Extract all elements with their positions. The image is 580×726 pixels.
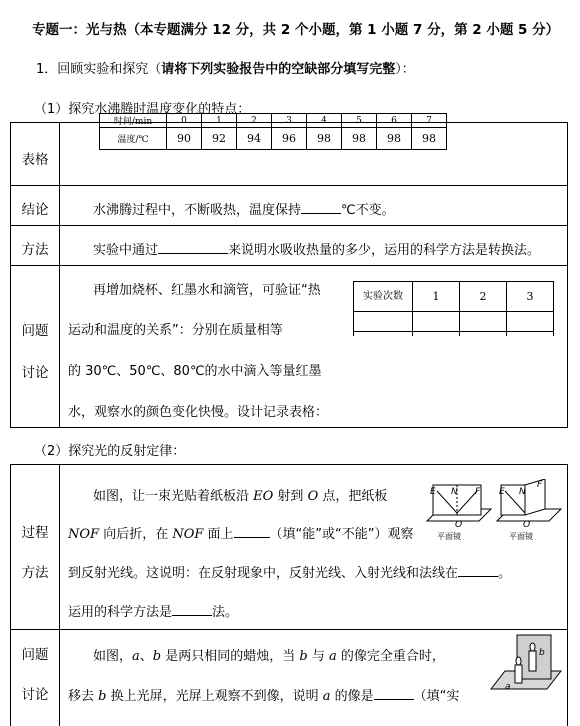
dl2d: （填“实 [413, 689, 460, 704]
discuss-line-4: 水，观察水的颜色变化快慢。设计记录表格： [68, 405, 329, 420]
time-cell: 6 [377, 114, 412, 128]
part1-heading: （1）探究水沸腾时温度变化的特点： [34, 102, 251, 117]
time-cell: 7 [412, 114, 447, 128]
record-cell[interactable] [354, 312, 413, 332]
temp-cell: 98 [342, 128, 377, 150]
discuss2-line-2 [68, 685, 459, 704]
fig2-label-f: F [537, 480, 543, 490]
temp-cell: 98 [412, 128, 447, 150]
fig2-label-n: N [519, 487, 526, 497]
dl2c: 的像是 [330, 689, 374, 704]
boiling-data-table [99, 113, 447, 150]
discuss-line-2: 运动和温度的关系”：分别在质量相等 [68, 323, 283, 338]
record-cell[interactable] [354, 332, 413, 336]
record-cell[interactable] [460, 312, 507, 332]
row-label-process-1: 过程 [21, 525, 49, 541]
time-cell: 2 [237, 114, 272, 128]
dl2b: 换上光屏，光屏上观察不到像，说明 [106, 689, 323, 704]
pl1b: 射到 [273, 489, 308, 504]
record-cell[interactable] [413, 332, 460, 336]
temp-cell: 90 [167, 128, 202, 150]
fig2-label-e: E [499, 487, 505, 497]
var-a-2: a [328, 649, 337, 664]
temp-header: 温度/℃ [100, 128, 167, 150]
row-label-process-2: 方法 [21, 565, 49, 581]
reflection-figure [425, 479, 565, 549]
time-cell: 4 [307, 114, 342, 128]
fig2-label-mirror: 平面镜 [509, 532, 533, 541]
blank-method-name[interactable] [172, 615, 212, 616]
part1-table [10, 115, 568, 428]
pl3a: 到反射光线。这说明：在反射现象中，反射光线、入射光线和法线在 [68, 566, 459, 581]
record-header: 实验次数 [354, 282, 413, 312]
pl3b: 。 [498, 566, 512, 581]
row-label-table: 表格 [21, 152, 49, 168]
var-a: a [132, 649, 140, 664]
record-cell[interactable] [460, 332, 507, 336]
blank-temperature[interactable] [301, 213, 341, 214]
intro-text: 1．回顾实验和探究（ [36, 62, 162, 77]
method-b: 来说明水吸收热量的多少，运用的科学方法是转换法。 [228, 243, 541, 258]
record-col: 2 [460, 282, 507, 312]
blank-image-type[interactable] [374, 699, 414, 700]
pl2b: 面上 [203, 527, 234, 542]
candle-figure [487, 631, 563, 693]
temp-cell: 96 [272, 128, 307, 150]
candle-label-b: b [539, 648, 545, 658]
row-label-method: 方法 [21, 242, 49, 258]
question-intro [36, 58, 415, 77]
record-col: 1 [413, 282, 460, 312]
page-title [32, 18, 559, 38]
time-cell: 5 [342, 114, 377, 128]
dl1c: 与 [307, 649, 329, 664]
record-cell[interactable] [413, 312, 460, 332]
blank-method[interactable] [158, 253, 228, 254]
blank-plane[interactable] [458, 576, 498, 577]
dl1d: 的像完全重合时， [336, 649, 445, 664]
row-label-discuss-1: 问题 [21, 323, 49, 339]
intro-bold: 请将下列实验报告中的空缺部分填写完整 [161, 62, 396, 77]
pl4b: 法。 [212, 605, 239, 620]
var-b-2: b [299, 649, 308, 664]
fig-label-o: O [455, 520, 463, 530]
process-line-1 [93, 485, 387, 504]
var-nof: NOF [68, 527, 100, 542]
pl1a: 如图，让一束光贴着纸板沿 [93, 489, 254, 504]
record-cell[interactable] [507, 332, 554, 336]
row-label-discuss-2: 讨论 [21, 687, 49, 703]
time-cell: 3 [272, 114, 307, 128]
row-label-discuss-2: 讨论 [21, 365, 49, 381]
time-header: 时间/min [100, 114, 167, 128]
record-col: 3 [507, 282, 554, 312]
record-cell[interactable] [507, 312, 554, 332]
discuss2-line-1 [93, 645, 445, 664]
var-nof-2: NOF [172, 527, 204, 542]
conclusion-b: ℃不变。 [341, 203, 395, 218]
intro-end: ）： [395, 62, 415, 77]
pl2a: 向后折，在 [99, 527, 173, 542]
method-text [93, 239, 540, 258]
var-eo: EO [253, 489, 274, 504]
dl1a: 如图， [93, 649, 133, 664]
fig-label-e: E [430, 487, 436, 497]
row-label-conclusion: 结论 [21, 202, 49, 218]
temp-cell: 98 [307, 128, 342, 150]
discuss-line-1: 再增加烧杯、红墨水和滴管，可验证“热 [93, 283, 321, 298]
time-cell: 1 [202, 114, 237, 128]
dl1b: 是两只相同的蜡烛，当 [161, 649, 300, 664]
title-bold: 光与热（本专题满分 12 分，共 2 个小题，第 1 小题 7 分，第 2 小题 5 分） [86, 22, 560, 38]
blank-can-observe[interactable] [234, 537, 270, 538]
title-prefix: 专题一： [32, 22, 86, 38]
pl1c: 点，把纸板 [318, 489, 388, 504]
temp-cell: 92 [202, 128, 237, 150]
pl2c: （填“能”或“不能”）观察 [269, 527, 414, 542]
process-line-2 [68, 523, 413, 542]
part2-heading: （2）探究光的反射定律： [34, 444, 186, 459]
var-a-3: a [322, 689, 331, 704]
discuss-line-3: 的 30℃、50℃、80℃的水中滴入等量红墨 [68, 364, 322, 379]
row-label-discuss-1: 问题 [21, 647, 49, 663]
dl2a: 移去 [68, 689, 99, 704]
record-table [353, 281, 554, 336]
candle-label-a: a [505, 682, 511, 692]
dl1-comma: 、 [139, 649, 153, 664]
process-line-4 [68, 601, 238, 620]
var-b: b [152, 649, 162, 664]
part2-table [10, 464, 568, 726]
fig2-label-o: O [523, 520, 531, 530]
method-a: 实验中通过 [93, 243, 159, 258]
var-b-3: b [98, 689, 107, 704]
fig-label-mirror: 平面镜 [437, 532, 461, 541]
fig-label-f: F [475, 487, 481, 497]
process-line-3 [68, 562, 511, 581]
temp-cell: 94 [237, 128, 272, 150]
time-cell: 0 [167, 114, 202, 128]
temp-cell: 98 [377, 128, 412, 150]
var-o: O [307, 489, 319, 504]
fig-label-n: N [451, 487, 458, 497]
pl4a: 运用的科学方法是 [68, 605, 173, 620]
conclusion-text [93, 199, 395, 218]
conclusion-a: 水沸腾过程中，不断吸热，温度保持 [93, 203, 302, 218]
